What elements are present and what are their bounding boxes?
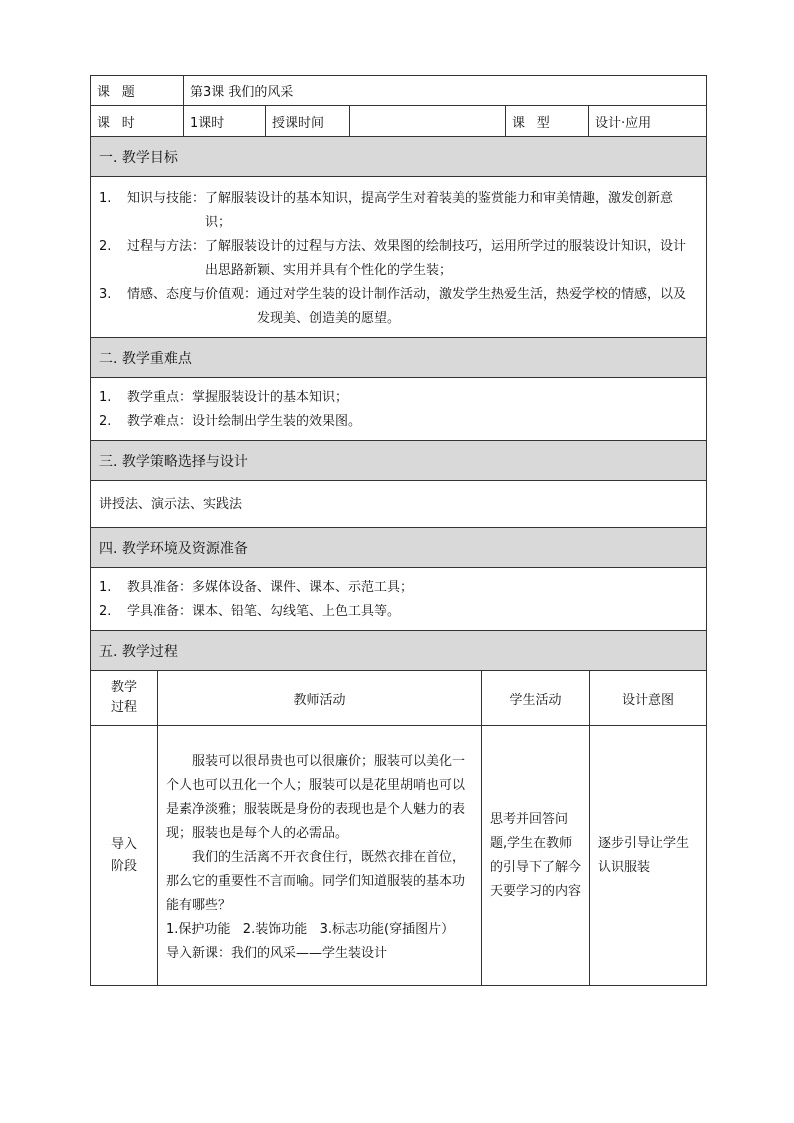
- resources-title: 四. 教学环境及资源准备: [99, 540, 248, 557]
- keypoints-body-row: [90, 378, 707, 441]
- type-label: 课型: [512, 115, 562, 131]
- keypoint-number: 1.: [99, 390, 112, 405]
- keypoint-text: 教学难点：设计绘制出学生装的效果图。: [127, 414, 362, 429]
- process-section-header: [90, 631, 707, 671]
- time-label-cell: [266, 106, 350, 136]
- process-col-intent-label: 设计意图: [621, 692, 674, 708]
- period-value: 1课时: [190, 115, 225, 131]
- keypoints-title: 二. 教学重难点: [99, 350, 192, 367]
- goals-title: 一. 教学目标: [99, 149, 178, 166]
- process-title: 五. 教学过程: [99, 643, 178, 660]
- goal-number: 3.: [99, 287, 112, 302]
- strategy-text: 讲授法、演示法、实践法: [99, 497, 243, 512]
- type-value-cell: [589, 106, 706, 136]
- process-intent-cell: [590, 726, 706, 985]
- keypoints-section-header: [90, 338, 707, 378]
- process-col-student-label: 学生活动: [509, 692, 562, 708]
- topic-row: [90, 75, 707, 106]
- period-value-cell: [184, 106, 266, 136]
- goal-item: [99, 235, 698, 283]
- goals-section-header: [90, 137, 707, 177]
- type-value: 设计·应用: [595, 115, 652, 131]
- process-stage-cell: [91, 726, 158, 985]
- topic-value: 第3课 我们的风采: [190, 85, 294, 100]
- goal-label: 知识与技能：: [127, 191, 206, 206]
- teacher-new-lesson: 导入新课：我们的风采——学生装设计: [166, 946, 388, 961]
- time-value-cell: [350, 106, 506, 136]
- resources-body-row: [90, 568, 707, 631]
- period-label-cell: [91, 106, 184, 136]
- resource-number: 2.: [99, 604, 112, 619]
- goal-label: 情感、态度与价值观：: [127, 287, 258, 302]
- goal-number: 1.: [99, 191, 112, 206]
- resources-body: [91, 568, 706, 630]
- resource-text: 学具准备：课本、铅笔、勾线笔、上色工具等。: [127, 604, 401, 619]
- process-stage: 导入阶段: [110, 836, 137, 874]
- goals-body: [91, 177, 706, 337]
- resource-text: 教具准备：多媒体设备、课件、课本、示范工具；: [127, 580, 414, 595]
- process-col-stage: [91, 671, 158, 725]
- keypoint-item: [99, 386, 698, 410]
- goal-item: [99, 283, 698, 331]
- keypoint-number: 2.: [99, 414, 112, 429]
- strategy-body-row: [90, 481, 707, 528]
- topic-label-cell: [91, 76, 184, 105]
- topic-label: 课题: [97, 85, 147, 100]
- goal-text: 了解服装设计的过程与方法、效果图的绘制技巧，运用所学过的服装设计知识，设计出思路新颖、实用并具有个性化的学生装；: [205, 239, 687, 278]
- process-col-stage-label: 教学过程: [110, 680, 137, 715]
- type-label-cell: [506, 106, 589, 136]
- process-student-text: 思考并回答问题,学生在教师的引导下了解今天要学习的内容: [490, 811, 582, 899]
- time-label: 授课时间: [272, 115, 325, 131]
- strategy-section-header: [90, 441, 707, 481]
- teacher-paragraph: 服装可以很昂贵也可以很廉价；服装可以美化一个人也可以丑化一个人；服装可以是花里胡哨也可以是素净淡雅；服装既是身份的表现也是个人魅力的表现；服装也是每个人的必需品。: [166, 754, 466, 841]
- goals-body-row: [90, 177, 707, 338]
- goal-item: [99, 187, 698, 235]
- process-row-intro: [90, 726, 707, 986]
- goal-number: 2.: [99, 239, 112, 254]
- goal-label: 过程与方法：: [127, 239, 206, 254]
- topic-value-cell: [184, 76, 706, 105]
- process-teacher-cell: [158, 726, 482, 985]
- teacher-functions-list: 1.保护功能 2.装饰功能 3.标志功能(穿插图片）: [166, 922, 455, 937]
- teacher-paragraph: 我们的生活离不开衣食住行，既然衣排在首位，那么它的重要性不言而喻。同学们知道服装的基本功能有哪些？: [166, 850, 466, 913]
- keypoints-body: [91, 378, 706, 440]
- resources-section-header: [90, 528, 707, 568]
- resource-item: [99, 600, 698, 624]
- period-label: 课时: [97, 115, 147, 131]
- process-header-row: [90, 671, 707, 726]
- process-col-teacher-label: 教师活动: [293, 692, 346, 708]
- process-col-intent: [590, 671, 706, 725]
- goal-text: 了解服装设计的基本知识，提高学生对着装美的鉴赏能力和审美情趣，激发创新意识；: [205, 191, 674, 230]
- process-intent-text: 逐步引导让学生认识服装: [598, 835, 690, 875]
- resource-number: 1.: [99, 580, 112, 595]
- process-col-teacher: [158, 671, 482, 725]
- goal-text: 通过对学生装的设计制作活动，激发学生热爱生活，热爱学校的情感，以及发现美、创造美的愿望。: [257, 287, 687, 326]
- keypoint-item: [99, 410, 698, 434]
- keypoint-text: 教学重点：掌握服装设计的基本知识；: [127, 390, 349, 405]
- strategy-title: 三. 教学策略选择与设计: [99, 453, 248, 470]
- period-row: [90, 106, 707, 137]
- process-col-student: [482, 671, 590, 725]
- resource-item: [99, 576, 698, 600]
- strategy-body: [91, 481, 706, 527]
- process-student-cell: [482, 726, 590, 985]
- lesson-plan-table: [90, 75, 707, 986]
